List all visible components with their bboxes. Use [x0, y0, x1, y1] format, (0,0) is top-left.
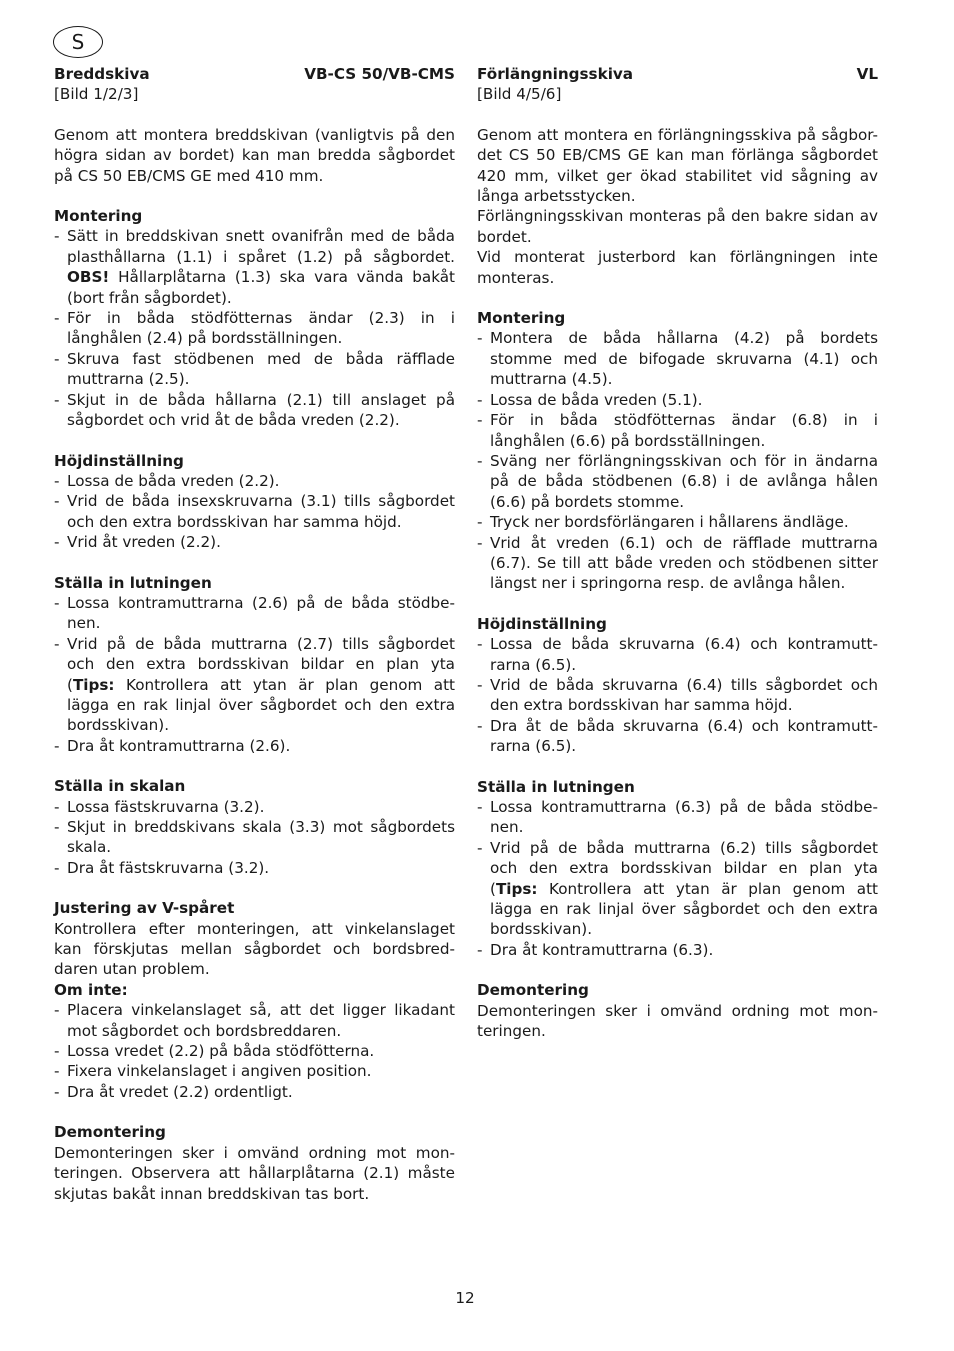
paragraph: Demonteringen sker i omvänd ordning mot mon-teringen. Observera att hållarplåtarna (2.1) måste skjutas bakåt innan breddskivan tas bort. [54, 1143, 455, 1203]
tips-label: Tips: [72, 675, 115, 694]
intro-paragraph: Vid monterat justerbord kan förlängningen inte monteras. [477, 248, 878, 287]
right-column [477, 64, 878, 1041]
list-item: - Lossa de båda skruvarna (6.4) och kontramutt-rarna (6.5). [477, 634, 878, 675]
hojdinstallning-section [54, 451, 455, 553]
list-item: - Dra åt de båda skruvarna (6.4) och kontramutt-rarna (6.5). [477, 716, 878, 757]
subsection-title: Ställa in skalan [54, 777, 186, 796]
model-code: VL [856, 65, 878, 83]
list-item: - Vrid de båda skruvarna (6.4) tills sågbordet och den extra bordsskivan har samma höjd. [477, 675, 878, 716]
subsection-title: Ställa in lutningen [477, 777, 635, 796]
list-item: - Sväng ner förlängningsskivan och för in ändarna på de båda stödbenen (6.8) i de avlånga hålen (6.6) på bordets stomme. [477, 451, 878, 512]
section-title: Förlängningsskiva [477, 65, 634, 83]
left-column [54, 64, 455, 1204]
lutning-section [477, 777, 878, 961]
intro-paragraph: Genom att montera en förlängningsskiva på sågbor-det CS 50 EB/CMS GE kan man förlänga sågbordet 420 mm, vilket ger ökad stabilitet vid sågning av långa arbetsstycken. [477, 125, 878, 206]
list-item: - För in båda stödfötternas ändar (2.3) in i långhålen (2.4) på bordsställningen. [54, 308, 455, 349]
language-badge: S [53, 26, 103, 58]
tips-label: Tips: [495, 879, 538, 898]
obs-label: OBS! [67, 268, 110, 287]
hojdinstallning-section [477, 614, 878, 757]
skalan-section [54, 776, 455, 878]
list-item: - Tryck ner bordsförlängaren i hållarens ändläge. [477, 512, 878, 532]
list-item: - Skjut in de båda hållarna (2.1) till anslaget på sågbordet och vrid åt de båda vreden (2.2). [54, 390, 455, 431]
intro-paragraph: Förlängningsskivan monteras på den bakre sidan av bordet. [477, 207, 878, 246]
subsection-title: Demontering [477, 981, 589, 1000]
list-item: - Skruva fast stödbenen med de båda räfflade muttrarna (2.5). [54, 349, 455, 390]
section-header-breddskiva [54, 64, 455, 84]
paragraph: Kontrollera efter monteringen, att vinkelanslaget kan förskjutas mellan sågbordet och bordsbred-daren utan problem. [54, 919, 455, 979]
list-item: - För in båda stödfötternas ändar (6.8) in i långhålen (6.6) på bordsställningen. [477, 410, 878, 451]
model-code: VB-CS 50/VB-CMS [304, 65, 455, 83]
list-item: - Vrid de båda insexskruvarna (3.1) tills sågbordet och den extra bordsskivan har samma höjd. [54, 491, 455, 532]
list-item: - Lossa fästskruvarna (3.2). [54, 797, 455, 817]
list-item: - Vrid på de båda muttrarna (6.2) tills sågbordet och den extra bordsskivan bildar en plan yta (Tips: Kontrollera att ytan är plan genom att lägga en rak linjal över sågbordet och den extra bordsskivan). [477, 838, 878, 940]
subsection-title: Montering [477, 309, 566, 328]
list-item: - Fixera vinkelanslaget i angiven position. [54, 1061, 455, 1081]
list-item: - Placera vinkelanslaget så, att det ligger likadant mot sågbordet och bordsbreddaren. [54, 1000, 455, 1041]
list-item: - Montera de båda hållarna (4.2) på bordets stomme med de bifogade skruvarna (4.1) och muttrarna (4.5). [477, 328, 878, 389]
list-item: - Sätt in breddskivan snett ovanifrån med de båda plasthållarna (1.1) i spåret (1.2) på sågbordet. OBS! Hållarplåtarna (1.3) ska vara vända bakåt (bort från sågbordet). [54, 226, 455, 308]
list-item: - Lossa kontramuttrarna (2.6) på de båda stödbe-nen. [54, 593, 455, 634]
list-item: - Dra åt fästskruvarna (3.2). [54, 858, 455, 878]
demontering-section [54, 1122, 455, 1204]
subsection-title: Höjdinställning [477, 614, 607, 633]
intro-paragraph: Genom att montera breddskivan (vanligtvis på den högra sidan av bordet) kan man bredda sågbordet på CS 50 EB/CMS GE med 410 mm. [54, 125, 455, 185]
list-item: - Dra åt kontramuttrarna (6.3). [477, 940, 878, 960]
list-item: - Lossa de båda vreden (2.2). [54, 471, 455, 491]
list-item: - Vrid åt vreden (2.2). [54, 532, 455, 552]
list-item: - Dra åt kontramuttrarna (2.6). [54, 736, 455, 756]
list-item: - Vrid åt vreden (6.1) och de räfflade muttrarna (6.7). Se till att både vreden och stödbenen sitter längst ner i springorna resp. de avlånga hålen. [477, 533, 878, 594]
paragraph: Demonteringen sker i omvänd ordning mot mon-teringen. [477, 1001, 878, 1041]
subsection-title: Ställa in lutningen [54, 573, 212, 592]
figure-reference: [Bild 1/2/3] [54, 85, 139, 104]
subsection-title: Montering [54, 207, 143, 226]
page-number: 12 [455, 1289, 475, 1307]
figure-reference: [Bild 4/5/6] [477, 85, 562, 104]
om-inte-label: Om inte: [54, 980, 128, 999]
montering-section [477, 308, 878, 594]
list-item: - Dra åt vredet (2.2) ordentligt. [54, 1082, 455, 1102]
vspar-section [54, 898, 455, 1102]
section-header-forlangningsskiva [477, 64, 878, 84]
subsection-title: Höjdinställning [54, 451, 184, 470]
lutning-section [54, 573, 455, 757]
subsection-title: Demontering [54, 1123, 166, 1142]
list-item: - Vrid på de båda muttrarna (2.7) tills sågbordet och den extra bordsskivan bildar en plan yta (Tips: Kontrollera att ytan är plan genom att lägga en rak linjal över sågbordet och den extra bordsskivan). [54, 634, 455, 736]
list-item: - Lossa vredet (2.2) på båda stödfötterna. [54, 1041, 455, 1061]
list-item: - Skjut in breddskivans skala (3.3) mot sågbordets skala. [54, 817, 455, 858]
list-item: - Lossa de båda vreden (5.1). [477, 390, 878, 410]
list-item: - Lossa kontramuttrarna (6.3) på de båda stödbe-nen. [477, 797, 878, 838]
subsection-title: Justering av V-spåret [54, 899, 235, 918]
section-title: Breddskiva [54, 65, 150, 83]
montering-section [54, 206, 455, 430]
demontering-section [477, 980, 878, 1041]
